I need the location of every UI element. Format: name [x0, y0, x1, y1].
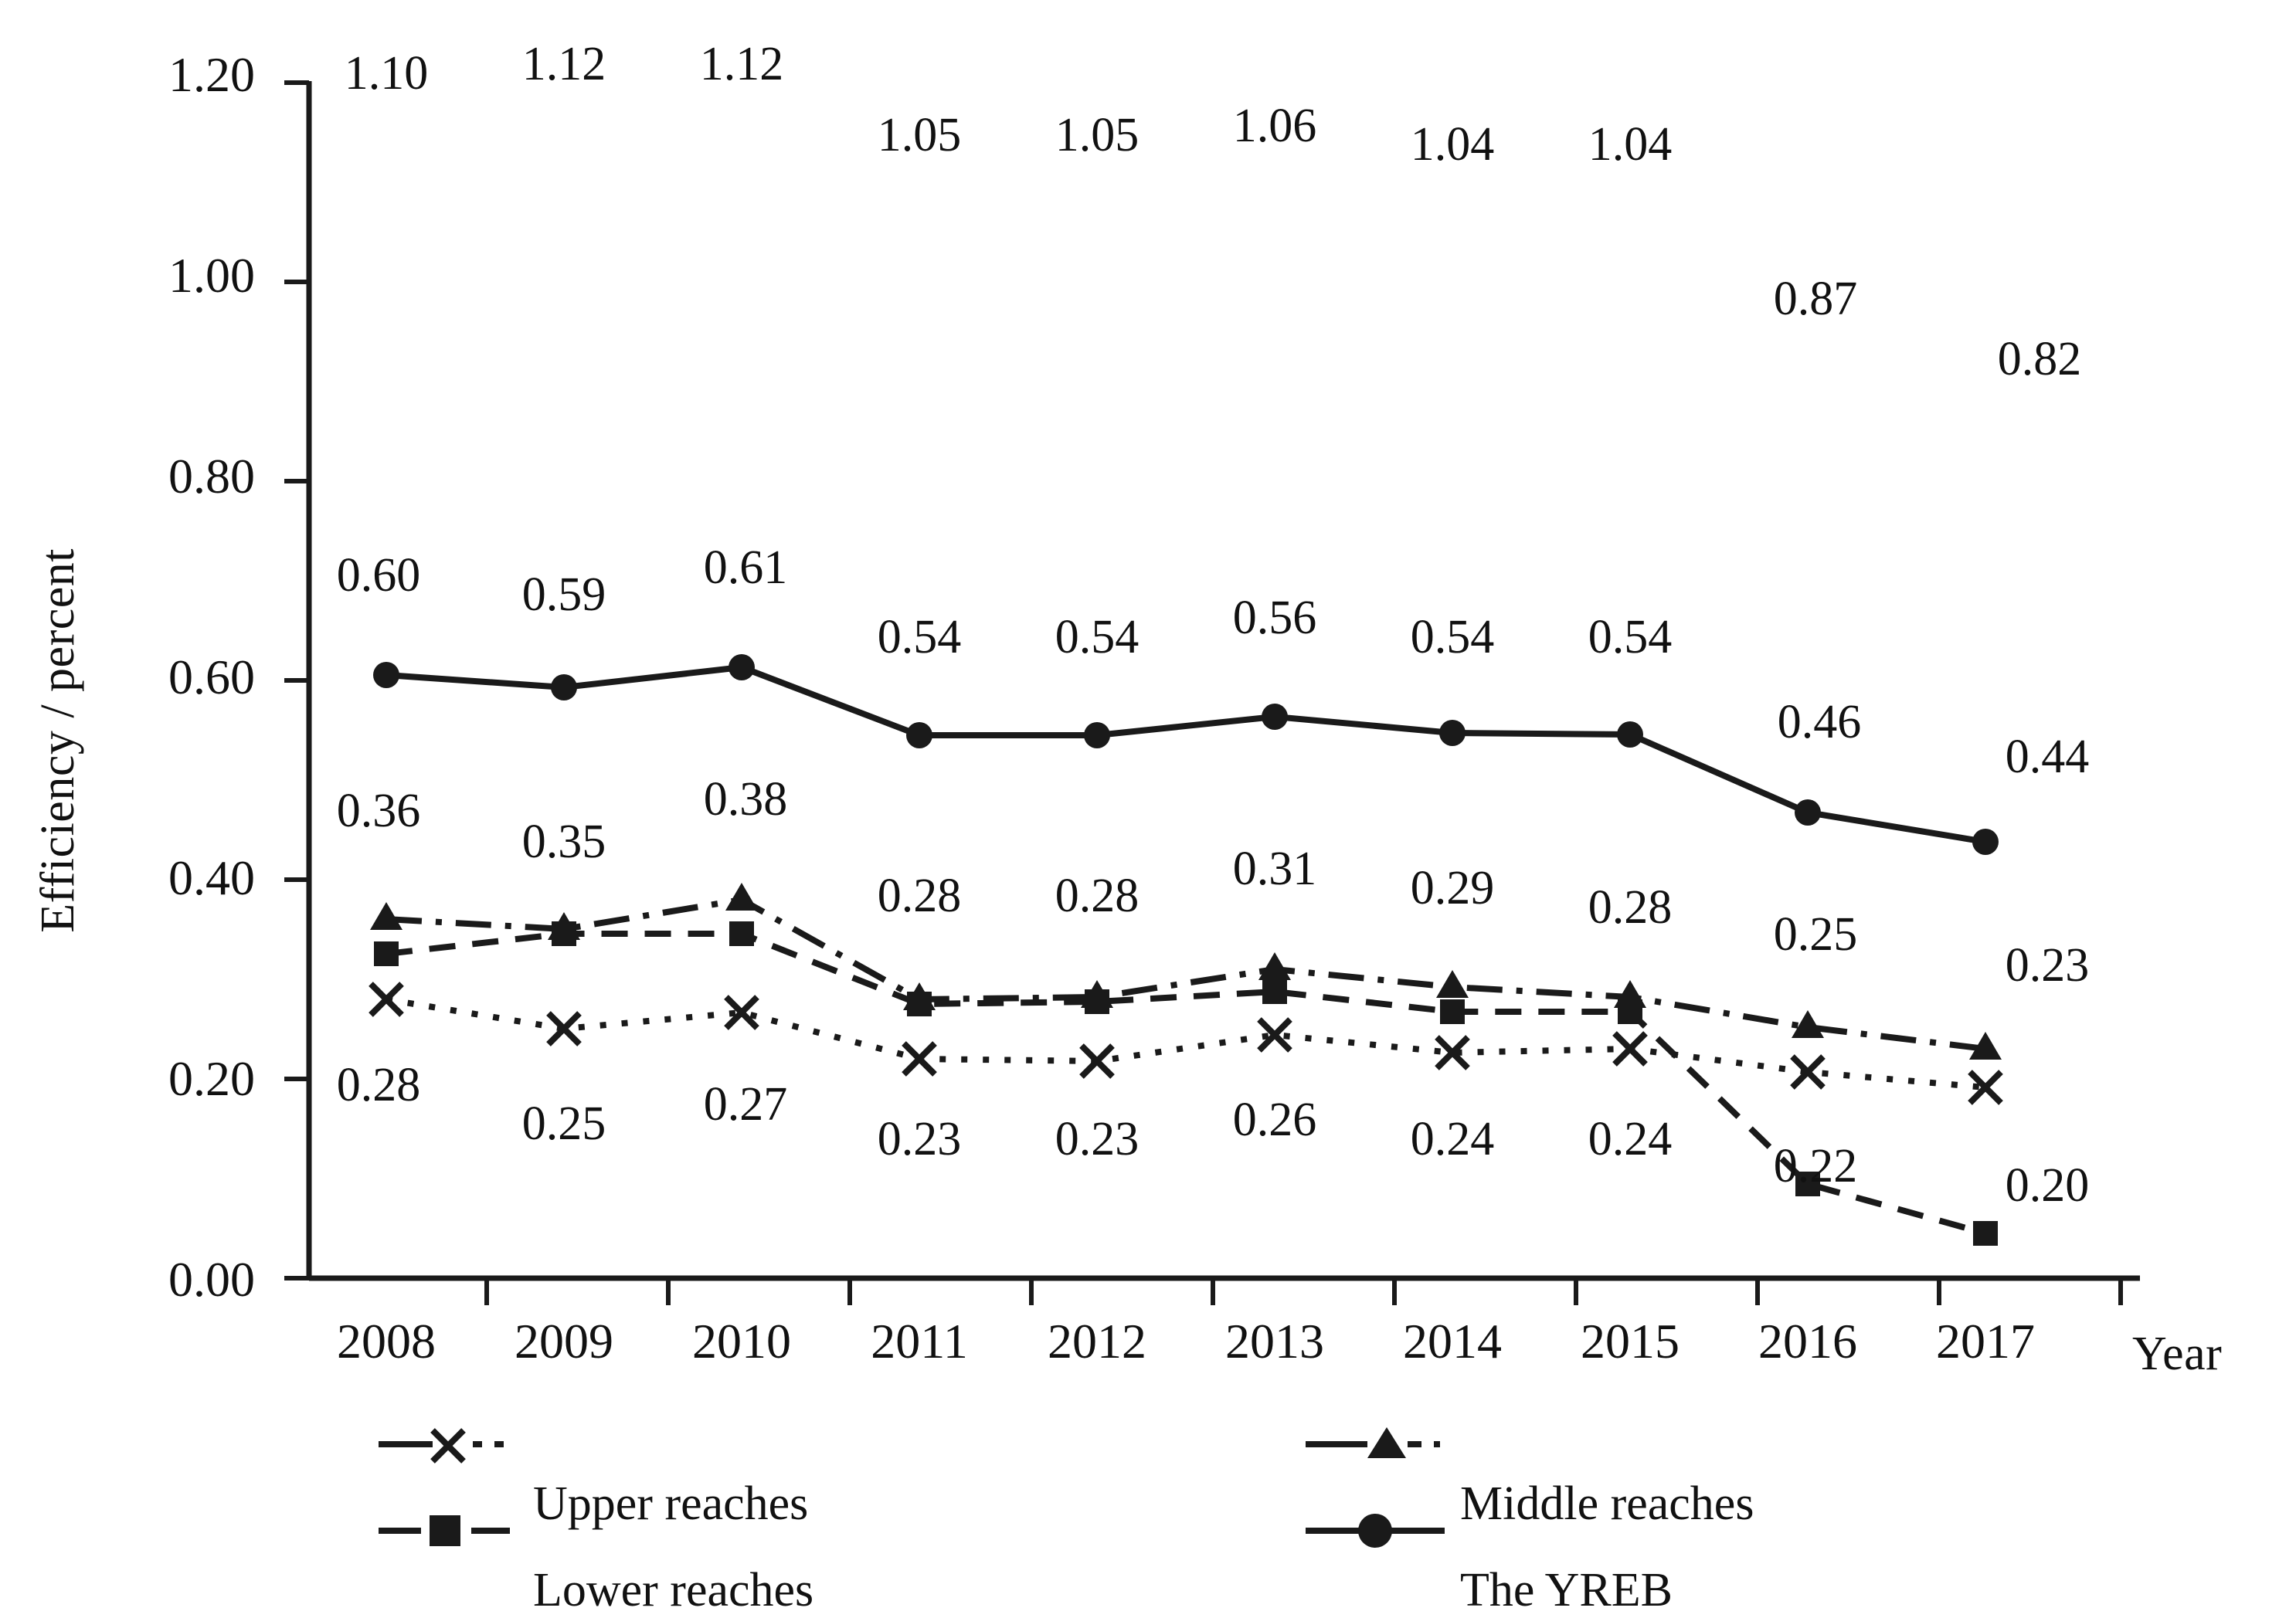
label-upper-2015: 0.24 [1588, 1113, 1673, 1165]
label-lower-2008: 1.10 [344, 47, 429, 100]
y-tick-6: 1.20 [168, 47, 255, 102]
label-yreb-2011: 0.54 [877, 611, 962, 663]
label-middle-2008: 0.36 [336, 785, 421, 837]
label-yreb-2012: 0.54 [1055, 611, 1140, 663]
label-middle-2017: 0.23 [2005, 939, 2090, 992]
label-middle-2011: 0.28 [877, 870, 962, 922]
label-upper-2010: 0.27 [703, 1078, 788, 1131]
label-yreb-2013: 0.56 [1232, 592, 1317, 644]
y-tick-5: 1.00 [168, 248, 255, 303]
label-yreb-2009: 0.59 [521, 568, 606, 621]
y-tick-2: 0.40 [168, 850, 255, 905]
label-yreb-2008: 0.60 [336, 549, 421, 602]
label-lower-2017: 0.82 [1997, 333, 2082, 385]
label-lower-2010: 1.12 [699, 38, 784, 90]
label-lower-2013: 1.06 [1232, 100, 1317, 152]
x-tick-2010: 2010 [692, 1314, 791, 1369]
label-lower-2015: 1.04 [1588, 118, 1673, 171]
label-middle-2009: 0.35 [521, 816, 606, 868]
x-tick-2008: 2008 [337, 1314, 436, 1369]
legend-item-middle-reaches [1460, 1477, 1754, 1532]
series-upper-reaches [371, 984, 2001, 1103]
label-upper-2017: 0.20 [2005, 1159, 2090, 1212]
label-lower-2014: 1.04 [1410, 118, 1495, 171]
x-tick-2016: 2016 [1758, 1314, 1857, 1369]
label-middle-2015: 0.28 [1588, 881, 1673, 934]
legend-item-the-yreb [1460, 1563, 1673, 1618]
label-middle-2016: 0.25 [1773, 908, 1858, 961]
x-tick-2012: 2012 [1048, 1314, 1146, 1369]
y-axis-title: Efficiency / percent [32, 548, 84, 933]
label-lower-2009: 1.12 [521, 38, 606, 90]
legend-label-lower-reaches: Lower reaches [533, 1564, 814, 1616]
y-tick-4: 0.80 [168, 449, 255, 504]
series-middle-reaches [370, 883, 2002, 1060]
label-upper-2014: 0.24 [1410, 1113, 1495, 1165]
x-tick-2017: 2017 [1936, 1314, 2035, 1369]
label-upper-2008: 0.28 [336, 1059, 421, 1111]
label-yreb-2017: 0.44 [2005, 731, 2090, 783]
label-middle-2014: 0.29 [1410, 862, 1495, 914]
label-middle-2010: 0.38 [703, 773, 788, 826]
label-upper-2009: 0.25 [521, 1097, 606, 1150]
label-upper-2011: 0.23 [877, 1113, 962, 1165]
label-lower-2012: 1.05 [1055, 109, 1140, 161]
x-tick-2009: 2009 [515, 1314, 613, 1369]
x-tick-2013: 2013 [1225, 1314, 1324, 1369]
label-upper-2013: 0.26 [1232, 1094, 1317, 1146]
label-yreb-2016: 0.46 [1777, 696, 1862, 748]
y-tick-3: 0.60 [168, 650, 255, 704]
x-tick-marks [487, 1278, 2121, 1305]
y-tick-0: 0.00 [168, 1252, 255, 1307]
label-middle-2013: 0.31 [1232, 843, 1317, 895]
legend-label-the-yreb: The YREB [1460, 1564, 1673, 1616]
x-tick-2014: 2014 [1403, 1314, 1502, 1369]
x-axis-title: Year [2132, 1328, 2223, 1380]
legend-item-upper-reaches [533, 1477, 808, 1532]
label-middle-2012: 0.28 [1055, 870, 1140, 922]
label-lower-2016: 0.87 [1773, 273, 1858, 325]
label-lower-2011: 1.05 [877, 109, 962, 161]
legend-label-upper-reaches: Upper reaches [533, 1477, 809, 1530]
legend-label-middle-reaches: Middle reaches [1460, 1477, 1754, 1530]
y-tick-marks [284, 83, 309, 1278]
label-yreb-2015: 0.54 [1588, 611, 1673, 663]
series-lower-reaches [374, 921, 1998, 1246]
label-yreb-2014: 0.54 [1410, 611, 1495, 663]
legend-item-lower-reaches [533, 1563, 813, 1618]
y-tick-1: 0.20 [168, 1051, 255, 1106]
x-tick-2011: 2011 [871, 1314, 968, 1369]
label-upper-2012: 0.23 [1055, 1113, 1140, 1165]
label-upper-2016: 0.22 [1773, 1140, 1858, 1192]
x-tick-2015: 2015 [1581, 1314, 1680, 1369]
series-the-yreb [373, 654, 1999, 855]
label-yreb-2010: 0.61 [703, 541, 788, 594]
